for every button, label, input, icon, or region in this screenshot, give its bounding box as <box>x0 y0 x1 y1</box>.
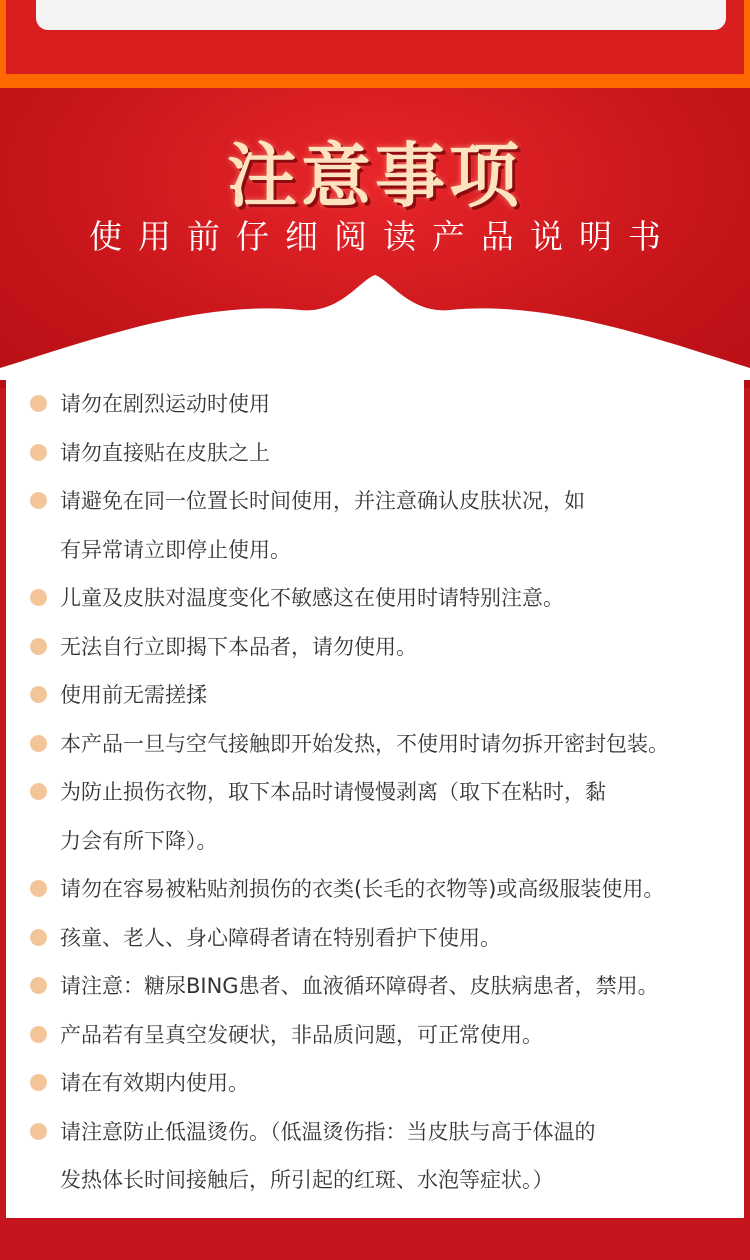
note-item <box>30 962 745 1011</box>
bullet-dot-icon <box>30 1074 47 1091</box>
note-line: 发热体长时间接触后，所引起的红斑、水泡等症状。） <box>60 1168 554 1192</box>
note-item <box>30 1108 745 1205</box>
note-line: 有异常请立即停止使用。 <box>60 537 291 562</box>
bullet-dot-icon <box>30 880 47 897</box>
note-item <box>30 1059 745 1108</box>
note-item <box>30 1011 745 1060</box>
note-line: 请注意：糖尿BING患者、血液循环障碍者、皮肤病患者，禁用。 <box>60 974 659 998</box>
note-item <box>30 380 745 429</box>
note-line: 为防止损伤衣物，取下本品时请慢慢剥离（取下在粘时，黏 <box>60 780 606 804</box>
notes-list <box>30 380 745 1205</box>
note-line: 使用前无需搓揉 <box>60 683 207 707</box>
top-card <box>36 0 726 30</box>
note-item <box>30 623 745 672</box>
note-item <box>30 914 745 963</box>
top-strip-inner <box>6 0 744 74</box>
note-line: 请在有效期内使用。 <box>60 1071 249 1095</box>
note-item <box>30 429 745 478</box>
bullet-dot-icon <box>30 1123 47 1140</box>
bullet-dot-icon <box>30 977 47 994</box>
page-subtitle: 使用前仔细阅读产品说明书 <box>89 217 677 256</box>
note-line: 儿童及皮肤对温度变化不敏感这在使用时请特别注意。 <box>60 586 564 610</box>
bottom-bar <box>0 1218 750 1260</box>
note-line: 产品若有呈真空发硬状，非品质问题，可正常使用。 <box>60 1022 543 1047</box>
bullet-dot-icon <box>30 1026 47 1043</box>
bullet-dot-icon <box>30 589 47 606</box>
top-strip <box>0 0 750 88</box>
note-line: 本产品一旦与空气接触即开始发热，不使用时请勿拆开密封包装。 <box>60 731 669 756</box>
page-title: 注意事项 <box>227 135 523 217</box>
note-line: 无法自行立即揭下本品者，请勿使用。 <box>60 634 417 659</box>
note-item <box>30 671 745 720</box>
bullet-dot-icon <box>30 638 47 655</box>
note-line: 孩童、老人、身心障碍者请在特别看护下使用。 <box>60 925 501 950</box>
note-line: 请注意防止低温烫伤。（低温烫伤指：当皮肤与高于体温的 <box>60 1119 596 1144</box>
note-line: 请勿直接贴在皮肤之上 <box>60 440 270 465</box>
note-item <box>30 768 745 865</box>
note-item <box>30 720 745 769</box>
bullet-dot-icon <box>30 783 47 800</box>
note-line: 请避免在同一位置长时间使用，并注意确认皮肤状况，如 <box>60 489 585 513</box>
note-item <box>30 574 745 623</box>
bullet-dot-icon <box>30 492 47 509</box>
bullet-dot-icon <box>30 686 47 703</box>
bullet-dot-icon <box>30 395 47 412</box>
bullet-dot-icon <box>30 929 47 946</box>
bullet-dot-icon <box>30 444 47 461</box>
note-item <box>30 865 745 914</box>
note-line: 请勿在剧烈运动时使用 <box>60 392 270 416</box>
note-line: 力会有所下降）。 <box>60 828 218 853</box>
bullet-dot-icon <box>30 735 47 752</box>
panel-wave-top <box>0 270 750 380</box>
note-item <box>30 477 745 574</box>
note-line: 请勿在容易被粘贴剂损伤的衣类(长毛的衣物等)或高级服装使用。 <box>60 877 665 901</box>
